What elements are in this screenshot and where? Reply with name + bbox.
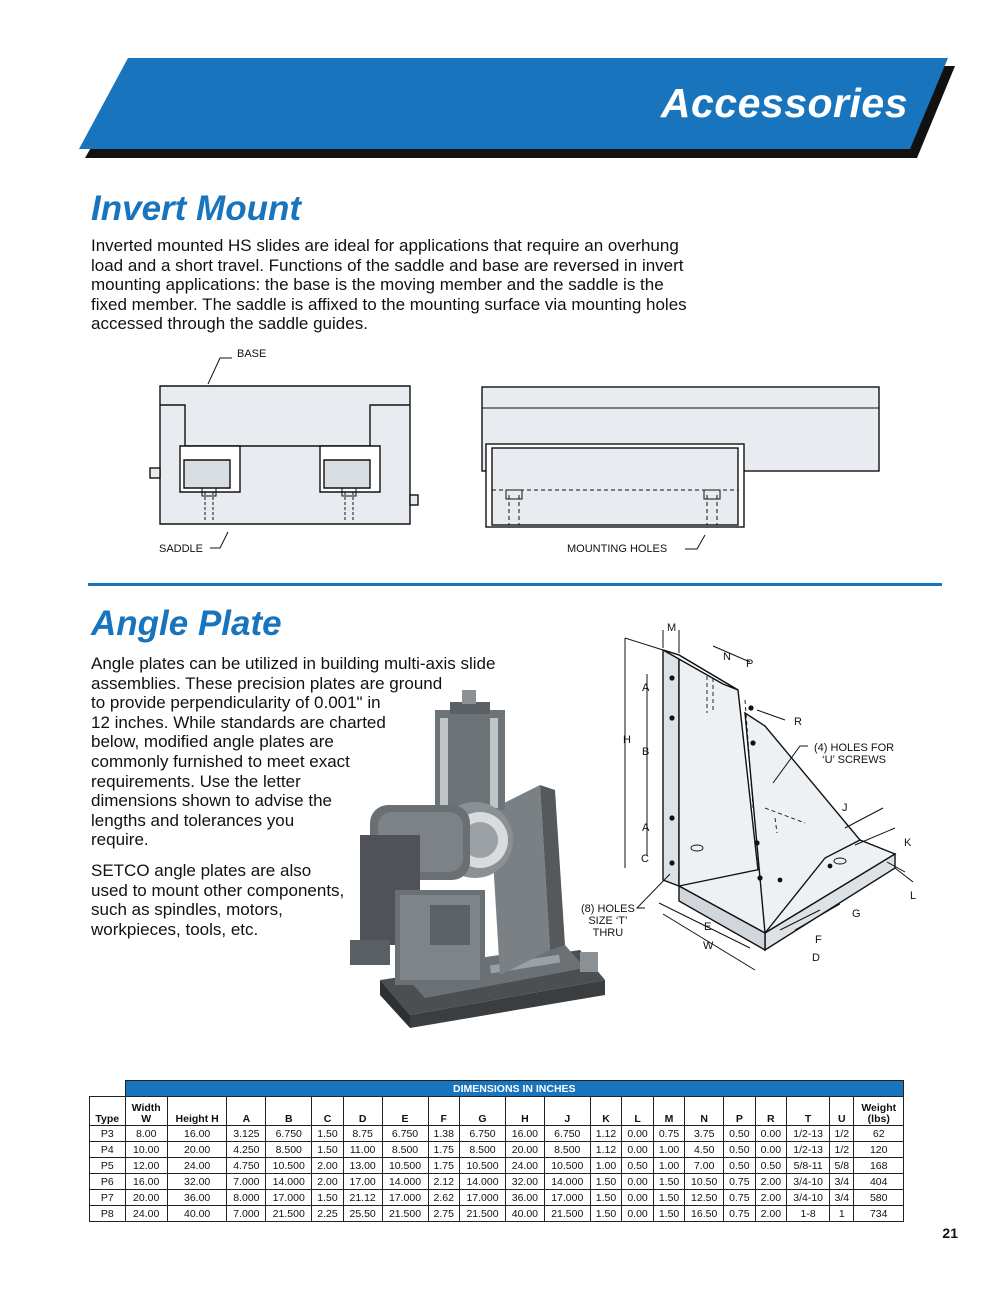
table-cell: 1.12 [590, 1142, 622, 1158]
column-header-line: U [838, 1113, 846, 1125]
dim-label-l: L [910, 890, 917, 902]
table-cell: 1.00 [653, 1158, 685, 1174]
table-cell: 17.00 [343, 1174, 382, 1190]
table-cell: 1.50 [653, 1174, 685, 1190]
table-cell: 1.00 [590, 1158, 622, 1174]
dim-label-e: E [704, 921, 712, 933]
table-cell: 10.00 [125, 1142, 167, 1158]
dim-label-w: W [703, 940, 714, 952]
paragraph-line: such as spindles, motors, [91, 900, 283, 920]
holes-t-line: (8) HOLES [581, 903, 635, 915]
table-cell: 14.000 [382, 1174, 428, 1190]
paragraph-line: requirements. Use the letter [91, 771, 301, 791]
dim-label-m: M [667, 622, 677, 634]
column-header-row [90, 1097, 904, 1126]
table-cell: 1.50 [653, 1190, 685, 1206]
table-cell: 5/8-11 [787, 1158, 830, 1174]
angle-plate-diagram [595, 618, 940, 990]
table-cell: 0.00 [622, 1126, 654, 1142]
table-cell: 36.00 [167, 1190, 227, 1206]
column-header-line: Weight [861, 1102, 897, 1114]
table-cell: 2.00 [755, 1190, 787, 1206]
table-cell: 1/2 [830, 1142, 854, 1158]
table-cell: 6.750 [460, 1126, 506, 1142]
table-cell: 0.50 [622, 1158, 654, 1174]
table-cell: 10.500 [460, 1158, 506, 1174]
table-cell: 17.000 [382, 1190, 428, 1206]
paragraph-line: load and a short travel. Functions of the saddle and base are reversed in invert [91, 255, 684, 275]
paragraph-line: Inverted mounted HS slides are ideal for applications that require an overhung [91, 236, 679, 255]
table-cell: 6.750 [544, 1126, 590, 1142]
table-cell: 32.00 [506, 1174, 545, 1190]
table-cell: 20.00 [125, 1190, 167, 1206]
table-cell: 2.00 [755, 1174, 787, 1190]
table-cell: 36.00 [506, 1190, 545, 1206]
table-cell: 0.50 [724, 1126, 756, 1142]
table-cell: 14.000 [266, 1174, 312, 1190]
column-header [755, 1097, 787, 1126]
column-header-line: E [401, 1113, 409, 1125]
column-header [460, 1097, 506, 1126]
column-header-line: M [664, 1113, 674, 1125]
paragraph-line: fixed member. The saddle is affixed to the mounting surface via mounting holes [91, 294, 687, 314]
table-cell: 2.12 [428, 1174, 460, 1190]
table-cell: 0.00 [622, 1206, 654, 1222]
table-cell: 404 [854, 1174, 904, 1190]
table-cell: 1.50 [312, 1126, 344, 1142]
table-cell: 3/4-10 [787, 1190, 830, 1206]
column-header-line: T [804, 1113, 812, 1125]
table-header: DIMENSIONS IN INCHES [125, 1081, 903, 1097]
invert-mount-title: Invert Mount [91, 189, 301, 228]
base-label: BASE [237, 348, 267, 360]
holes-u-label [814, 742, 894, 766]
table-cell: 24.00 [125, 1206, 167, 1222]
table-cell: 1 [830, 1206, 854, 1222]
table-row [90, 1126, 904, 1142]
dim-label-n: N [723, 651, 731, 663]
column-header [343, 1097, 382, 1126]
table-cell: 1.75 [428, 1142, 460, 1158]
paragraph-line: below, modified angle plates are [91, 732, 334, 752]
table-cell: 62 [854, 1126, 904, 1142]
table-cell: 17.000 [266, 1190, 312, 1206]
table-cell: 3.75 [685, 1126, 724, 1142]
table-cell: P3 [90, 1126, 126, 1142]
table-cell: 10.500 [544, 1158, 590, 1174]
column-header [787, 1097, 830, 1126]
column-header [854, 1097, 904, 1126]
holes-t-line: SIZE ‘T’ [588, 915, 628, 927]
table-cell: 13.00 [343, 1158, 382, 1174]
table-row [90, 1158, 904, 1174]
holes-t-line: THRU [592, 927, 624, 939]
table-cell: 734 [854, 1206, 904, 1222]
table-cell: 21.500 [544, 1206, 590, 1222]
table-cell: 5/8 [830, 1158, 854, 1174]
table-cell: 8.500 [544, 1142, 590, 1158]
mounting-holes-label: MOUNTING HOLES [567, 543, 668, 555]
table-cell: 0.00 [755, 1126, 787, 1142]
table-cell: 2.00 [312, 1158, 344, 1174]
column-header [590, 1097, 622, 1126]
table-cell: 20.00 [167, 1142, 227, 1158]
table-cell: 1/2-13 [787, 1142, 830, 1158]
table-cell: 7.00 [685, 1158, 724, 1174]
dim-label-a-lower: A [642, 822, 650, 834]
table-cell: 10.50 [685, 1174, 724, 1190]
table-cell: 0.00 [755, 1142, 787, 1158]
table-cell: 10.500 [266, 1158, 312, 1174]
table-cell: 0.75 [724, 1206, 756, 1222]
table-cell: 16.00 [506, 1126, 545, 1142]
table-cell: 3/4 [830, 1190, 854, 1206]
table-cell: 10.500 [382, 1158, 428, 1174]
column-header-line: (lbs) [867, 1113, 890, 1125]
column-header-line: A [242, 1113, 251, 1125]
column-header [382, 1097, 428, 1126]
table-cell: 1.50 [653, 1206, 685, 1222]
column-header [312, 1097, 344, 1126]
dim-label-h: H [623, 734, 631, 746]
dim-label-g: G [852, 908, 861, 920]
column-header-line: J [564, 1113, 571, 1125]
column-header [506, 1097, 545, 1126]
table-cell: 0.00 [622, 1190, 654, 1206]
table-cell: 21.500 [382, 1206, 428, 1222]
table-cell: 0.75 [724, 1174, 756, 1190]
column-header-line: H [521, 1113, 529, 1125]
table-cell: 0.50 [724, 1158, 756, 1174]
table-cell: 3.125 [227, 1126, 266, 1142]
table-cell: P5 [90, 1158, 126, 1174]
table-cell: 40.00 [506, 1206, 545, 1222]
table-cell: 1.50 [590, 1190, 622, 1206]
column-header [653, 1097, 685, 1126]
table-cell: 1.38 [428, 1126, 460, 1142]
column-header-line: N [700, 1113, 708, 1125]
dim-label-d: D [812, 952, 820, 964]
table-cell: 17.000 [544, 1190, 590, 1206]
table-cell: 25.50 [343, 1206, 382, 1222]
column-header [724, 1097, 756, 1126]
column-header [622, 1097, 654, 1126]
table-cell: 12.50 [685, 1190, 724, 1206]
column-header [125, 1097, 167, 1126]
saddle-label: SADDLE [159, 543, 204, 555]
table-cell: 16.00 [125, 1174, 167, 1190]
column-header-line: P [735, 1113, 743, 1125]
table-cell: 17.000 [460, 1190, 506, 1206]
table-cell: 168 [854, 1158, 904, 1174]
table-row [90, 1174, 904, 1190]
table-cell: 7.000 [227, 1206, 266, 1222]
holes-t-label [581, 903, 635, 939]
column-header-line: L [634, 1113, 641, 1125]
column-header-line: K [602, 1113, 610, 1125]
table-cell: 7.000 [227, 1174, 266, 1190]
paragraph-line: accessed through the saddle guides. [91, 314, 368, 334]
table-cell: 12.00 [125, 1158, 167, 1174]
dim-label-k: K [904, 837, 912, 849]
table-cell: P6 [90, 1174, 126, 1190]
table-cell: 0.00 [622, 1142, 654, 1158]
section-divider [88, 583, 942, 586]
paragraph-line: assemblies. These precision plates are ground [91, 673, 443, 693]
column-header-line: Type [95, 1113, 120, 1125]
paragraph-line: dimensions shown to advise the [91, 791, 332, 811]
table-cell: 14.000 [544, 1174, 590, 1190]
column-header-line: B [284, 1113, 293, 1125]
column-header-line: F [440, 1113, 447, 1125]
table-cell: 4.250 [227, 1142, 266, 1158]
dim-label-f: F [815, 934, 822, 946]
angle-plate-title: Angle Plate [91, 604, 282, 643]
table-cell: 8.00 [125, 1126, 167, 1142]
table-cell: 21.500 [460, 1206, 506, 1222]
table-cell: 1.12 [590, 1126, 622, 1142]
column-header-line: W [141, 1113, 152, 1125]
table-cell: 40.00 [167, 1206, 227, 1222]
table-cell: 1.50 [590, 1174, 622, 1190]
table-cell: 2.00 [312, 1174, 344, 1190]
paragraph-line: 12 inches. While standards are charted [91, 712, 386, 732]
table-cell: 3/4-10 [787, 1174, 830, 1190]
machine-assembly-photo [340, 690, 610, 1030]
table-cell: 8.500 [382, 1142, 428, 1158]
table-cell: 1.50 [312, 1142, 344, 1158]
table-cell: 24.00 [167, 1158, 227, 1174]
column-header-line: R [767, 1113, 775, 1125]
table-row [90, 1206, 904, 1222]
table-cell: 0.50 [724, 1142, 756, 1158]
table-cell: P4 [90, 1142, 126, 1158]
dim-label-a-top: A [642, 682, 650, 694]
paragraph-line: require. [91, 830, 149, 850]
table-cell: 4.50 [685, 1142, 724, 1158]
column-header-line: C [323, 1113, 332, 1125]
paragraph-line: Angle plates can be utilized in building multi-axis slide [91, 654, 496, 673]
column-header-line: G [478, 1113, 487, 1125]
table-body [90, 1126, 904, 1222]
table-cell: 0.75 [724, 1190, 756, 1206]
holes-u-line: (4) HOLES FOR [814, 742, 895, 754]
table-cell: 1-8 [787, 1206, 830, 1222]
table-cell: P8 [90, 1206, 126, 1222]
table-cell: 2.25 [312, 1206, 344, 1222]
table-cell: 1.00 [653, 1142, 685, 1158]
table-cell: 580 [854, 1190, 904, 1206]
table-cell: 3/4 [830, 1174, 854, 1190]
column-header [227, 1097, 266, 1126]
table-cell: 32.00 [167, 1174, 227, 1190]
table-cell: 0.50 [755, 1158, 787, 1174]
column-header [685, 1097, 724, 1126]
column-header [428, 1097, 460, 1126]
table-cell: 2.00 [755, 1206, 787, 1222]
table-cell: 0.00 [622, 1174, 654, 1190]
table-cell: 16.00 [167, 1126, 227, 1142]
column-header [266, 1097, 312, 1126]
table-cell: 8.000 [227, 1190, 266, 1206]
dim-label-r: R [794, 716, 802, 728]
paragraph-line: used to mount other components, [91, 880, 345, 900]
angle-plate-paragraph-2 [91, 861, 344, 939]
dim-label-j: J [842, 802, 848, 814]
column-header-line: Height H [175, 1113, 219, 1125]
dim-label-b: B [642, 746, 650, 758]
table-cell: 2.62 [428, 1190, 460, 1206]
column-header [544, 1097, 590, 1126]
dim-label-p: P [746, 658, 754, 670]
table-cell: 21.12 [343, 1190, 382, 1206]
dim-label-c: C [641, 853, 649, 865]
column-header [90, 1097, 126, 1126]
table-row [90, 1190, 904, 1206]
table-cell: 24.00 [506, 1158, 545, 1174]
invert-mount-end-view-diagram [140, 340, 440, 560]
table-cell: 8.500 [266, 1142, 312, 1158]
paragraph-line: to provide perpendicularity of 0.001" in [91, 693, 381, 713]
table-cell: 2.75 [428, 1206, 460, 1222]
table-cell: 1.50 [590, 1206, 622, 1222]
column-header-line: Width [131, 1102, 161, 1114]
table-cell: 21.500 [266, 1206, 312, 1222]
table-cell: 1.50 [312, 1190, 344, 1206]
invert-mount-side-view-diagram [475, 380, 885, 570]
dimensions-table [89, 1080, 904, 1222]
paragraph-line: commonly furnished to meet exact [91, 751, 350, 771]
page-number: 21 [942, 1225, 958, 1241]
table-cell: 1/2-13 [787, 1126, 830, 1142]
table-cell: 1.75 [428, 1158, 460, 1174]
table-cell: 4.750 [227, 1158, 266, 1174]
table-cell: 0.75 [653, 1126, 685, 1142]
banner-title: Accessories [660, 80, 908, 126]
column-header [830, 1097, 854, 1126]
table-cell: 20.00 [506, 1142, 545, 1158]
table-row [90, 1142, 904, 1158]
paragraph-line: SETCO angle plates are also [91, 861, 312, 880]
holes-u-line: ‘U’ SCREWS [822, 754, 886, 766]
column-header [167, 1097, 227, 1126]
table-cell: 11.00 [343, 1142, 382, 1158]
table-cell: 6.750 [382, 1126, 428, 1142]
paragraph-line: workpieces, tools, etc. [91, 919, 259, 939]
table-cell: P7 [90, 1190, 126, 1206]
column-header-line: D [358, 1113, 367, 1125]
table-cell: 120 [854, 1142, 904, 1158]
paragraph-line: lengths and tolerances you [91, 810, 295, 830]
paragraph-line: mounting applications: the base is the moving member and the saddle is the [91, 275, 664, 295]
invert-mount-paragraph [91, 236, 687, 334]
table-cell: 1/2 [830, 1126, 854, 1142]
table-cell: 6.750 [266, 1126, 312, 1142]
table-cell: 8.75 [343, 1126, 382, 1142]
table-cell: 14.000 [460, 1174, 506, 1190]
table-cell: 8.500 [460, 1142, 506, 1158]
table-cell: 16.50 [685, 1206, 724, 1222]
